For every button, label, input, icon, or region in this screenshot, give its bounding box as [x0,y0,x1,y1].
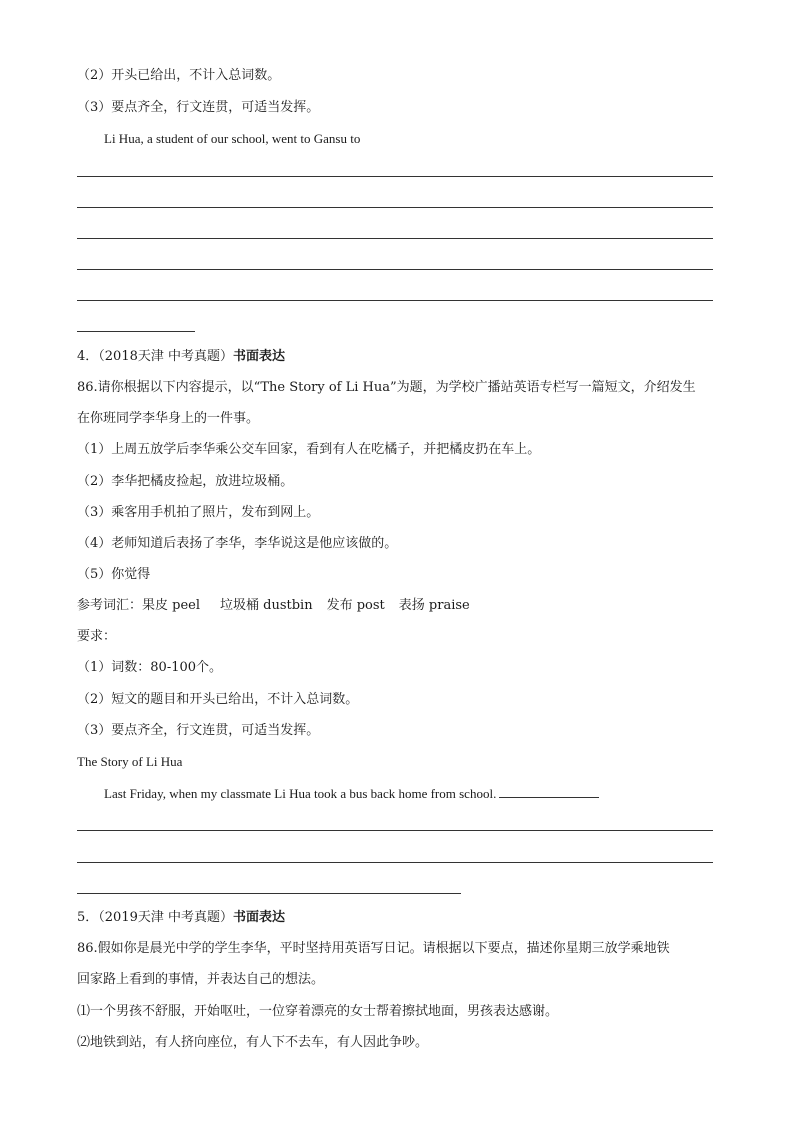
requirement-3: （3）要点齐全，行文连贯，可适当发挥。 [77,100,320,115]
point-2: （2）李华把橘皮捡起，放进垃圾桶。 [77,474,294,489]
answer-line [77,830,713,831]
question-5-prompt-line-1: 86.假如你是晨光中学的学生李华，平时坚持用英语写日记。请根据以下要点，描述你星期三放学乘地铁 [77,941,670,956]
vocab-item: 果皮 peel [142,598,201,613]
requirement-2: （2）开头已给出，不计入总词数。 [77,68,281,83]
question-number: 4． [77,349,99,364]
essay-opening-line [104,785,599,803]
question-type: 书面表达 [233,910,286,925]
point-5: （5）你觉得 [77,567,151,582]
answer-line [77,176,713,177]
requirement-item: （2）短文的题目和开头已给出，不计入总词数。 [77,692,359,707]
essay-opening: Last Friday, when my classmate Li Hua took a bus back home from school. [104,786,497,801]
question-4-prompt-line-2: 在你班同学李华身上的一件事。 [77,411,260,426]
vocab-item: 垃圾桶 dustbin [220,598,313,613]
question-5-prompt-line-2: 回家路上看到的事情，并表达自己的想法。 [77,972,325,987]
point-1: ⑴一个男孩不舒服，开始呕吐，一位穿着漂亮的女士帮着擦拭地面，男孩表达感谢。 [77,1004,559,1019]
answer-blank [499,785,599,798]
point-3: （3）乘客用手机拍了照片，发布到网上。 [77,505,320,520]
answer-line [77,238,713,239]
vocabulary-line [77,597,470,615]
question-source: （2019天津 中考真题） [98,910,233,925]
answer-line [77,207,713,208]
vocab-label: 参考词汇： [77,598,143,613]
question-number: 5． [77,910,99,925]
requirement-item: （3）要点齐全，行文连贯，可适当发挥。 [77,723,320,738]
question-5-header [77,909,285,927]
vocab-item: 发布 post [326,598,385,613]
answer-line [77,300,713,301]
essay-title: The Story of Li Hua [77,754,183,769]
point-4: （4）老师知道后表扬了李华，李华说这是他应该做的。 [77,536,398,551]
essay-opening: Li Hua, a student of our school, went to Gansu to [104,131,361,146]
question-4-prompt-line-1: 86.请你根据以下内容提示，以“The Story of Li Hua”为题，为学校广播站英语专栏写一篇短文，介绍发生 [77,380,696,395]
question-4-header [77,348,285,366]
vocab-item: 表扬 praise [398,598,470,613]
point-1: （1）上周五放学后李华乘公交车回家，看到有人在吃橘子，并把橘皮扔在车上。 [77,442,541,457]
answer-line-short [77,331,195,332]
question-source: （2018天津 中考真题） [98,349,233,364]
answer-line-partial [77,893,461,894]
answer-line [77,862,713,863]
point-2: ⑵地铁到站，有人挤向座位，有人下不去车，有人因此争吵。 [77,1035,429,1050]
requirements-label: 要求： [77,629,117,644]
answer-line [77,269,713,270]
question-type: 书面表达 [233,349,286,364]
requirement-item: （1）词数：80-100个。 [77,660,223,675]
